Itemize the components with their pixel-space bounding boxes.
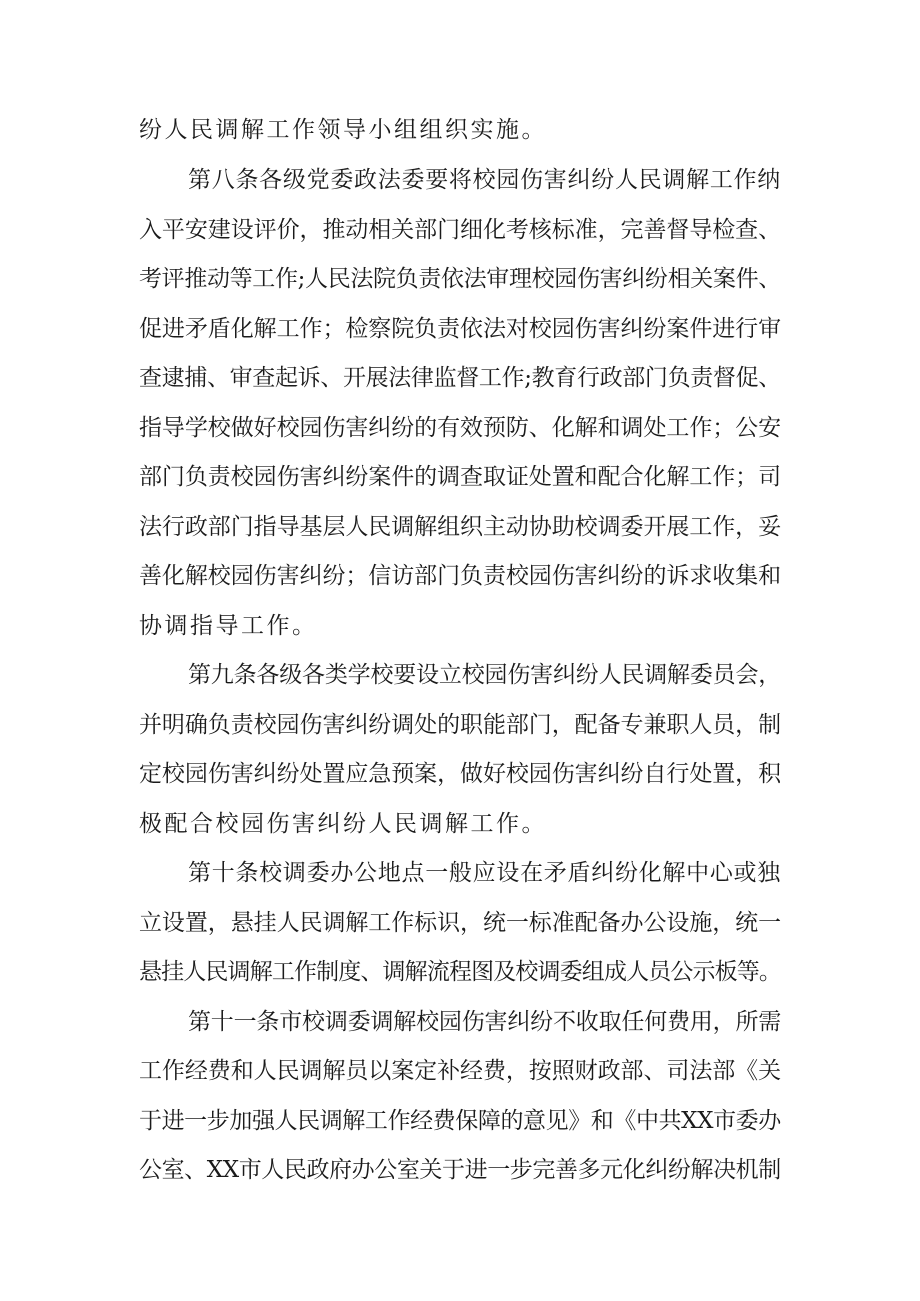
text-line: 于进一步加强人民调解工作经费保障的意见》和《中共XX市委办 <box>139 1108 781 1134</box>
text-line: 公室、XX市人民政府办公室关于进一步完善多元化纠纷解决机制 <box>139 1157 781 1183</box>
text-line: 极配合校园伤害纠纷人民调解工作。 <box>139 811 547 837</box>
text-line: 考评推动等工作;人民法院负责依法审理校园伤害纠纷相关案件、 <box>139 266 781 292</box>
text-line: 入平安建设评价，推动相关部门细化考核标准，完善督导检查、 <box>139 217 782 243</box>
text-line: 第十条校调委办公地点一般应设在矛盾纠纷化解中心或独 <box>188 860 781 886</box>
text-line: 立设置，悬挂人民调解工作标识，统一标准配备办公设施，统一 <box>139 910 782 936</box>
text-line: 法行政部门指导基层人民调解组织主动协助校调委开展工作，妥 <box>139 514 782 540</box>
text-line: 部门负责校园伤害纠纷案件的调查取证处置和配合化解工作；司 <box>139 464 782 490</box>
text-line: 并明确负责校园伤害纠纷调处的职能部门，配备专兼职人员，制 <box>139 712 782 738</box>
text-line: 悬挂人民调解工作制度、调解流程图及校调委组成人员公示板等。 <box>139 959 782 985</box>
text-line: 指导学校做好校园伤害纠纷的有效预防、化解和调处工作；公安 <box>139 415 782 441</box>
text-line: 促进矛盾化解工作；检察院负责依法对校园伤害纠纷案件进行审 <box>139 316 782 342</box>
text-line: 查逮捕、审查起诉、开展法律监督工作;教育行政部门负责督促、 <box>139 365 781 391</box>
text-line: 定校园伤害纠纷处置应急预案，做好校园伤害纠纷自行处置，积 <box>139 761 782 787</box>
text-line: 协调指导工作。 <box>139 613 318 639</box>
text-line: 第十一条市校调委调解校园伤害纠纷不收取任何费用，所需 <box>188 1009 782 1035</box>
text-line: 纷人民调解工作领导小组组织实施。 <box>139 117 547 143</box>
text-line: 善化解校园伤害纠纷；信访部门负责校园伤害纠纷的诉求收集和 <box>139 563 782 589</box>
text-line: 第八条各级党委政法委要将校园伤害纠纷人民调解工作纳 <box>188 167 781 193</box>
text-line: 第九条各级各类学校要设立校园伤害纠纷人民调解委员会， <box>188 662 782 688</box>
text-line: 工作经费和人民调解员以案定补经费，按照财政部、司法部《关 <box>139 1058 782 1084</box>
